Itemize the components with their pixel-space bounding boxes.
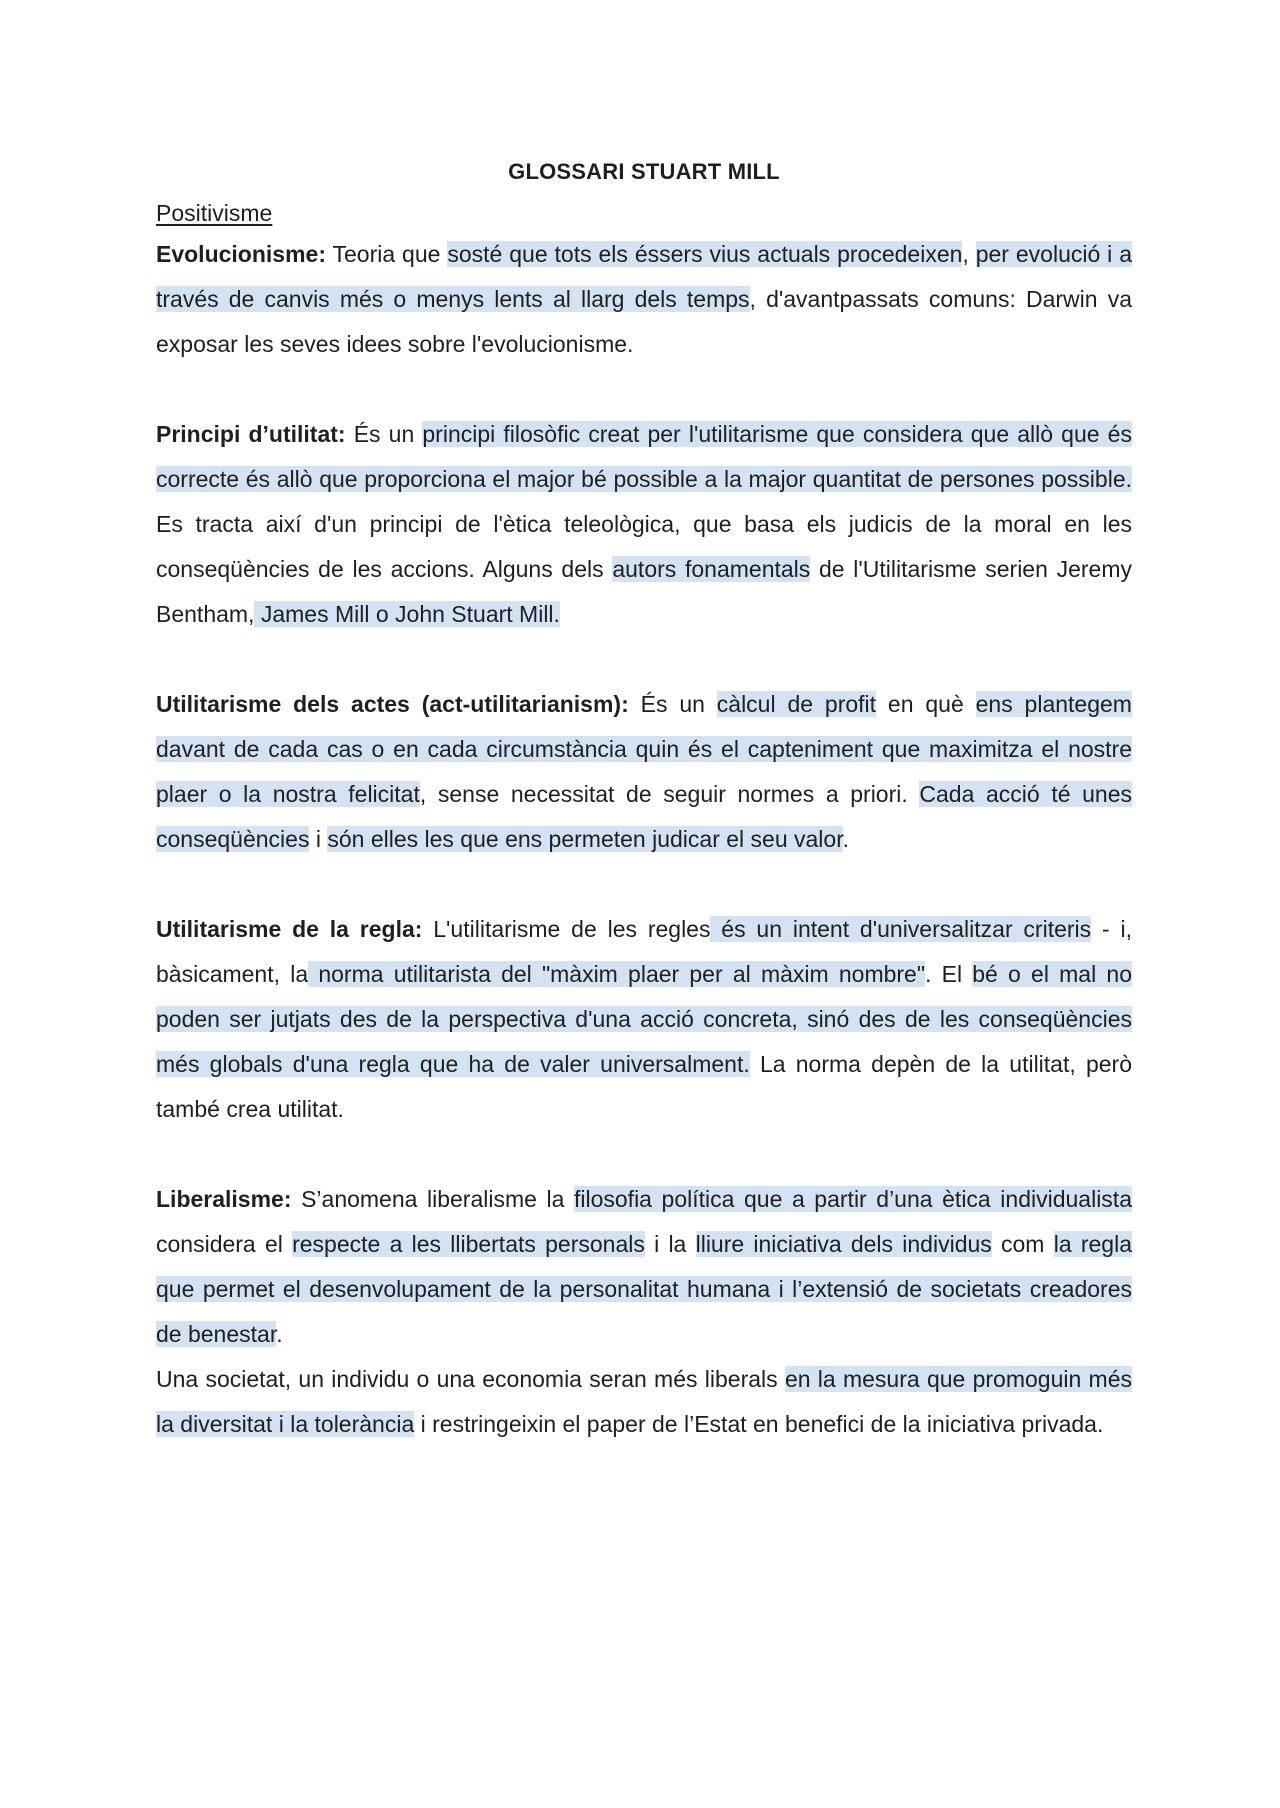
highlighted-text: en la mesura que promoguin més la diversitat i la tolerància [156,1366,1132,1437]
highlighted-text: ens plantegem davant de cada cas o en cada circumstància quin és el capteniment que maximitza el nostre plaer o la nostra felicitat [156,691,1132,807]
entry-utilitarisme-regla [156,907,1132,1132]
text-segment: . El [925,961,973,987]
term-liberalisme: Liberalisme: [156,1186,292,1212]
text-segment: Una societat, un individu o una economia seran més liberals [156,1366,785,1392]
text-segment: S’anomena liberalisme la [291,1186,574,1212]
text-segment: i restringeixin el paper de l’Estat en benefici de la iniciativa privada. [414,1411,1104,1437]
term-utilitarisme-regla: Utilitarisme de la regla: [156,916,423,942]
highlighted-text: per evolució i a través de canvis més o menys lents al llarg dels temps [156,241,1132,312]
text-segment: Teoria que [325,241,448,267]
text-segment: , d'avantpassats comuns: Darwin va exposar les seves idees sobre l'evolucionisme. [156,286,1132,357]
highlighted-text: càlcul de profit [716,691,877,717]
highlighted-text: bé o el mal no poden ser jutjats des de la perspectiva d'una acció concreta, sinó des de les conseqüències més globals d'una regla que ha de valer universalment. [156,961,1132,1077]
text-segment: . [276,1321,283,1347]
text-segment: , sense necessitat de seguir normes a priori. [419,781,920,807]
highlighted-text: són elles les que ens permeten judicar el seu valor [327,826,843,852]
text-segment: La norma depèn de la utilitat, però també crea utilitat. [156,1051,1132,1122]
text-segment: considera el [156,1231,293,1257]
document-title: GLOSSARI STUART MILL [508,159,780,184]
text-segment: L'utilitarisme de les regles [422,916,711,942]
document-page [156,150,1132,1447]
entry-evolucionisme [156,232,1132,367]
highlighted-text: filosofia política que a partir d’una ètica individualista [573,1186,1132,1212]
term-evolucionisme: Evolucionisme: [156,241,326,267]
text-segment: És un [628,691,717,717]
highlighted-text: James Mill o John Stuart Mill. [254,601,560,627]
highlighted-text: és un intent d'universalitzar criteris [710,916,1092,942]
highlighted-text: principi filosòfic creat per l'utilitarisme que considera que allò que és correcte és allò que proporciona el major bé possible a la major quantitat de persones possible. [156,421,1132,492]
text-segment: com [991,1231,1054,1257]
entry-liberalisme [156,1177,1132,1357]
text-segment: i la [644,1231,696,1257]
highlighted-text: respecte a les llibertats personals [292,1231,645,1257]
term-principi-utilitat: Principi d’utilitat: [156,421,346,447]
highlighted-text: norma utilitarista del "màxim plaer per al màxim nombre" [308,961,926,987]
highlighted-text: lliure iniciativa dels individus [695,1231,992,1257]
text-segment: - i, bàsicament, la [156,916,1132,987]
text-segment: , [962,241,976,267]
text-segment: i [309,826,328,852]
entry-liberalisme-continuation [156,1357,1132,1447]
highlighted-text: autors fonamentals [612,556,811,582]
text-segment: en què [876,691,976,717]
highlighted-text: Cada acció té unes conseqüències [156,781,1132,852]
text-segment: de l'Utilitarisme serien Jeremy Bentham, [156,556,1132,627]
term-utilitarisme-actes: Utilitarisme dels actes (act-utilitarianism): [156,691,629,717]
entry-principi-utilitat [156,412,1132,637]
entry-utilitarisme-actes [156,682,1132,862]
text-segment: Es tracta així d'un principi de l'ètica teleològica, que basa els judicis de la moral en les conseqüències de les accions. Alguns dels [156,511,1132,582]
text-segment: És un [345,421,423,447]
highlighted-text: sosté que tots els éssers vius actuals procedeixen [447,241,963,267]
highlighted-text: la regla que permet el desenvolupament de la personalitat humana i l’extensió de societats creadores de benestar [156,1231,1133,1347]
text-segment: . [842,826,849,852]
section-label: Positivisme [156,200,273,226]
